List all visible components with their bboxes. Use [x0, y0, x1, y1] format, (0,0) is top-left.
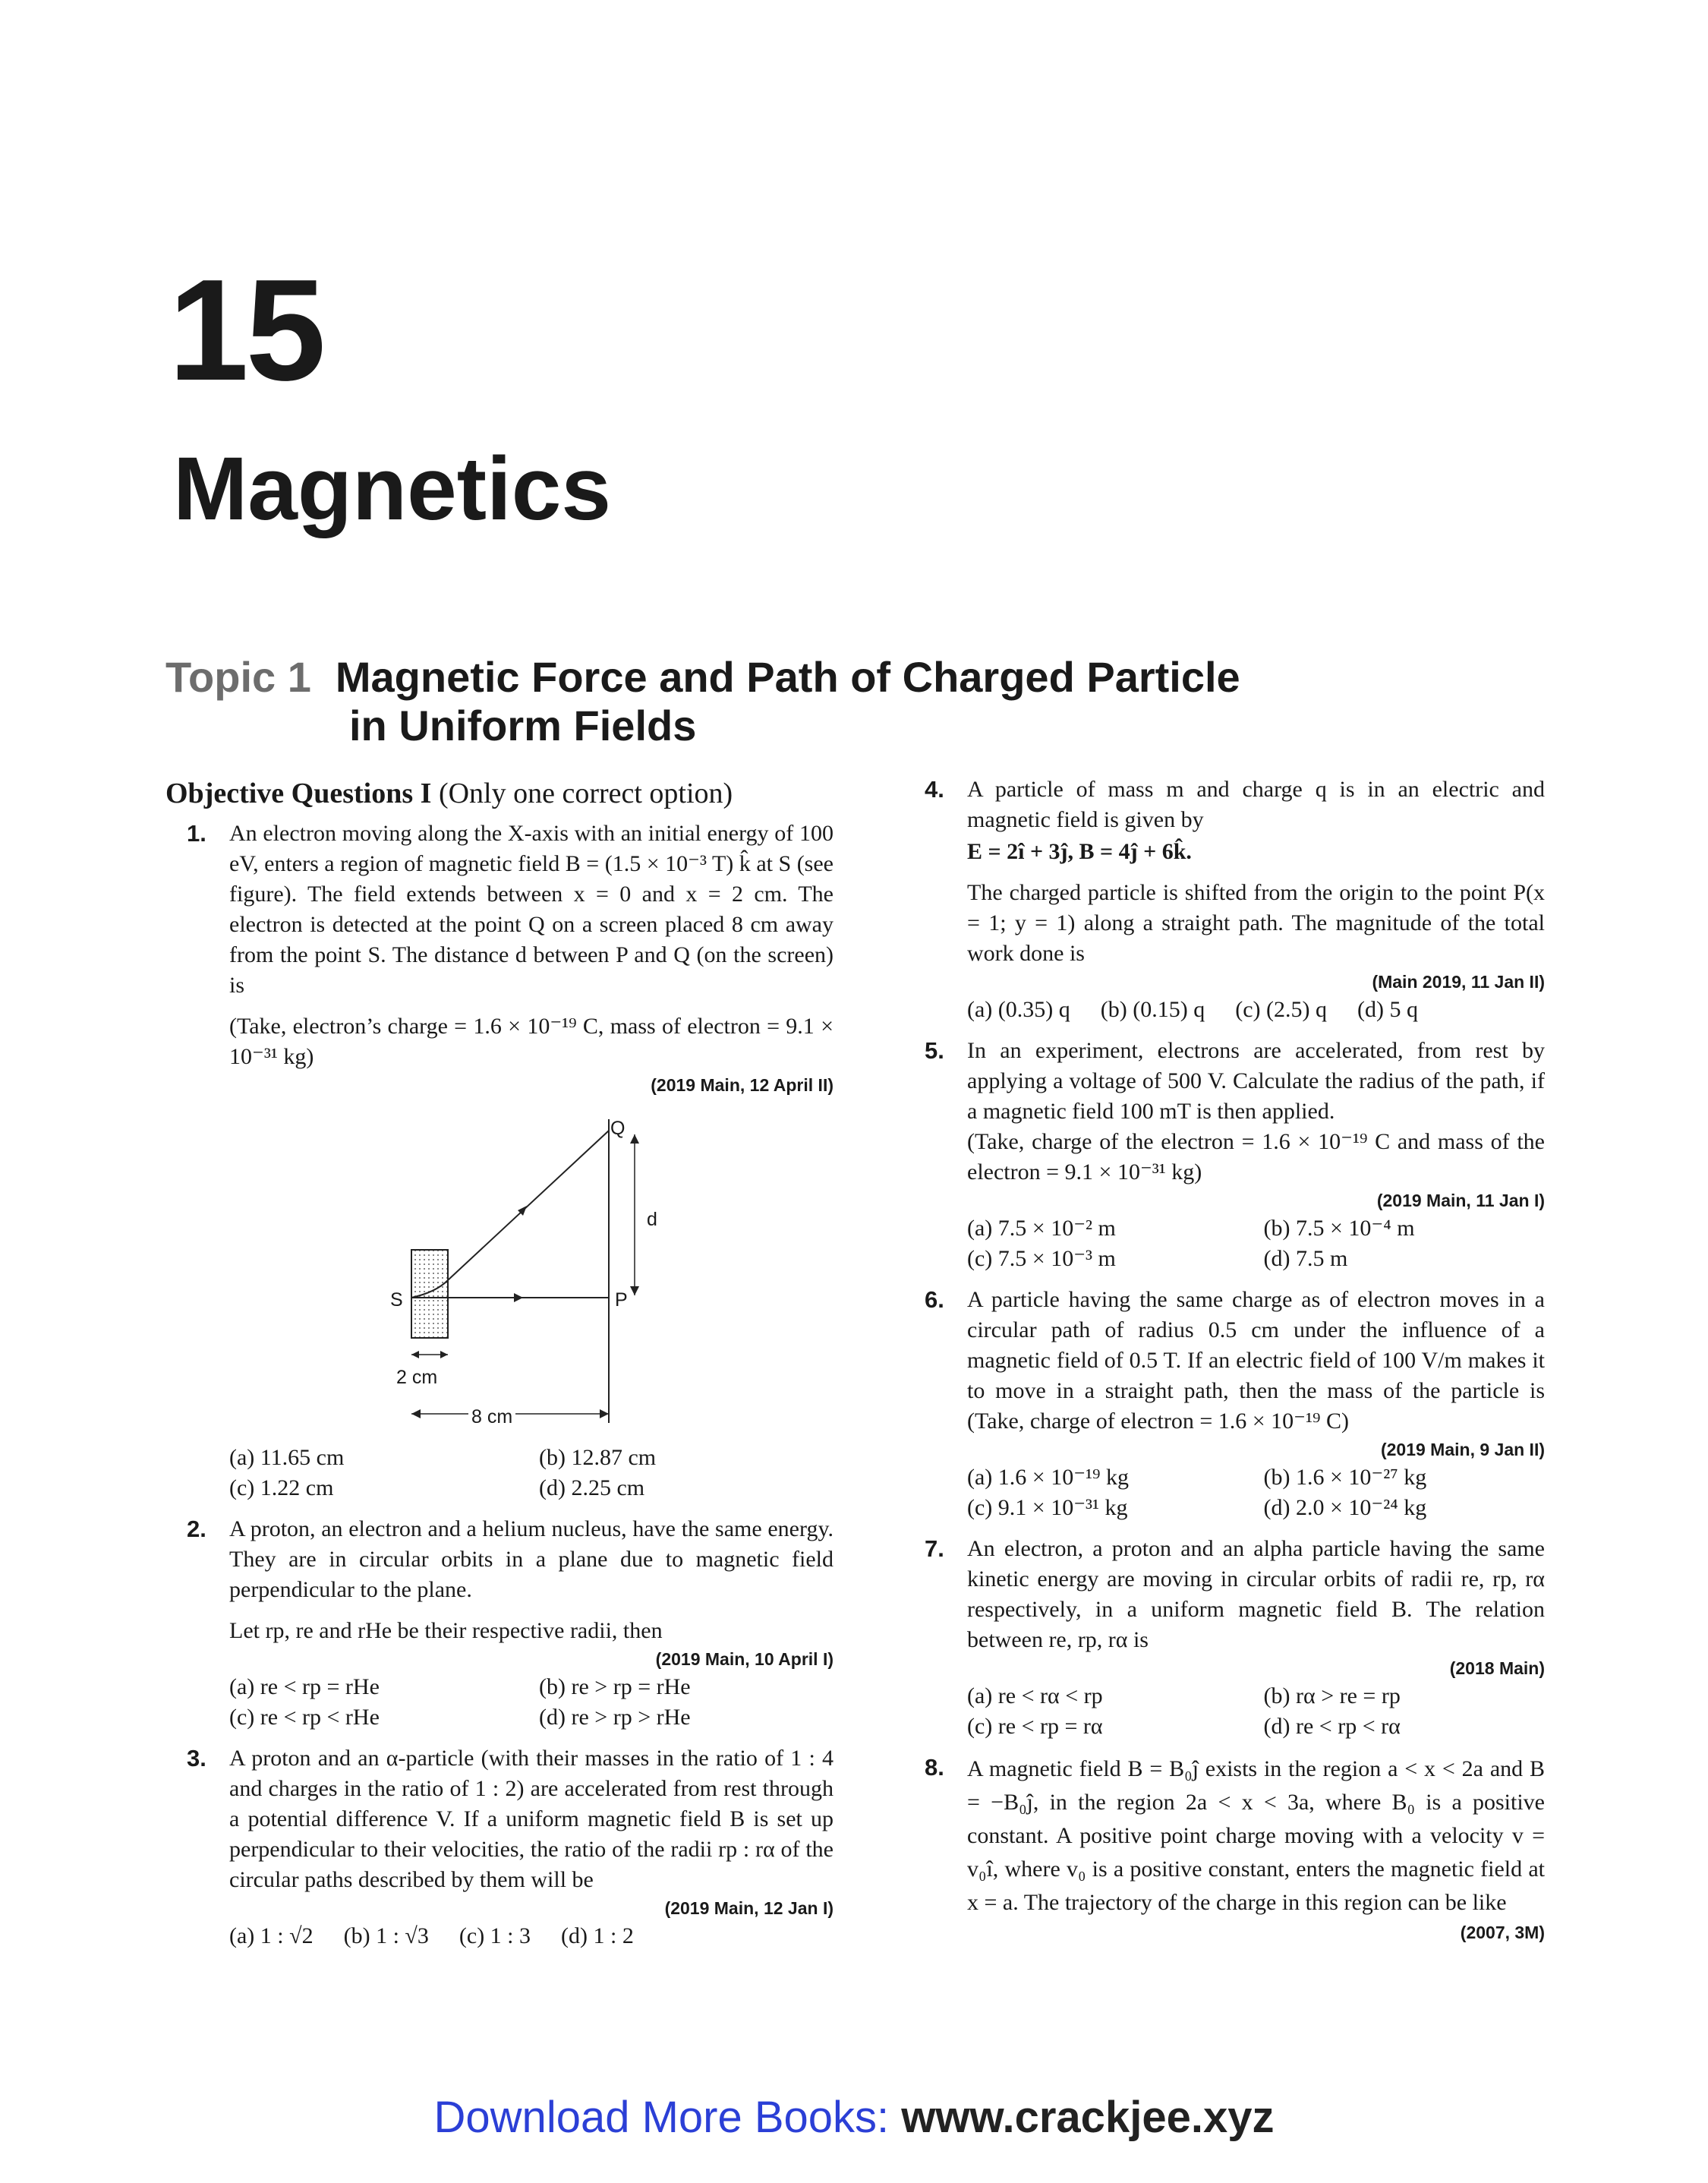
options [229, 1672, 834, 1733]
topic-title-line1: Magnetic Force and Path of Charged Particle [335, 653, 1240, 701]
option-c[interactable]: (c) re < rp = rα [967, 1714, 1103, 1739]
question-source: (Main 2019, 11 Jan II) [1372, 972, 1545, 992]
label-P: P [615, 1289, 628, 1311]
question-note: (Take, electron’s charge = 1.6 × 10⁻¹⁹ C, mass of electron = 9.1 × 10⁻³¹ kg) [229, 1014, 834, 1069]
question-text: An electron moving along the X-axis with an initial energy of 100 eV, enters a region of magnetic field B = (1.5 × 10⁻³ T) k̂ at S (see figure). The field extends between x = 0 and x = 2 cm. The electron is detected at the point Q on a screen placed 8 cm away from the point S. The distance d between P and Q (on the screen) is [229, 821, 834, 998]
question-number: 6. [925, 1286, 944, 1313]
option-d[interactable]: (d) 2.0 × 10⁻²⁴ kg [1263, 1495, 1427, 1520]
question-number: 7. [925, 1535, 944, 1562]
footer-label: Download More Books: [433, 2093, 890, 2142]
right-column [903, 774, 1545, 1956]
left-column [165, 774, 834, 1962]
question-source: (2019 Main, 9 Jan II) [1380, 1440, 1545, 1459]
question-source: (2018 Main) [1449, 1658, 1545, 1678]
option-b[interactable]: (b) rα > re = rp [1263, 1683, 1401, 1708]
option-a[interactable]: (a) re < rp = rHe [229, 1674, 380, 1699]
question-text: A proton, an electron and a helium nucleus, have the same energy. They are in circular orbits in a plane due to magnetic field perpendicular to the plane. [229, 1516, 834, 1602]
question-number: 3. [187, 1745, 206, 1771]
options [967, 1462, 1545, 1523]
options [967, 1213, 1545, 1274]
option-d[interactable]: (d) re < rp < rα [1263, 1714, 1401, 1739]
option-b[interactable]: (b) 12.87 cm [539, 1445, 657, 1470]
section-note: (Only one correct option) [438, 778, 733, 809]
question-source: (2007, 3M) [1460, 1923, 1545, 1942]
option-d[interactable]: (d) 7.5 m [1263, 1246, 1348, 1271]
question-number: 5. [925, 1037, 944, 1064]
question-text: A magnetic field B = B₀ĵ exists in the region a < x < 2a and B = −B₀ĵ, in the region 2a < x < 3a, where B₀ is a positive constant. A positive point charge moving with a velocity v = v₀î, where v₀ is a positive constant, enters the magnetic field at x = a. The trajectory of the charge in this region can be like [967, 1756, 1545, 1915]
question-number: 8. [925, 1754, 944, 1781]
question-text-2: The charged particle is shifted from the origin to the point P(x = 1; y = 1) along a straight path. The magnitude of the total work done is [967, 880, 1545, 966]
option-b[interactable]: (b) (0.15) q [1100, 997, 1205, 1022]
question-note: (Take, charge of the electron = 1.6 × 10⁻¹⁹ C and mass of the electron = 9.1 × 10⁻³¹ kg) [967, 1129, 1545, 1185]
options [967, 1681, 1545, 1742]
question-text: In an experiment, electrons are accelerated, from rest by applying a voltage of 500 V. Calculate the radius of the path, if a magnetic field 100 mT is then applied. [967, 1038, 1545, 1124]
label-d: d [647, 1209, 657, 1230]
option-b[interactable]: (b) 1.6 × 10⁻²⁷ kg [1263, 1465, 1427, 1490]
option-a[interactable]: (a) 7.5 × 10⁻² m [967, 1216, 1116, 1241]
question-number: 1. [187, 820, 206, 847]
question-7 [903, 1534, 1545, 1742]
question-1 [165, 819, 834, 1503]
question-6 [903, 1285, 1545, 1523]
option-d[interactable]: (d) 1 : 2 [561, 1923, 634, 1948]
options [229, 1443, 834, 1503]
option-c[interactable]: (c) (2.5) q [1235, 997, 1328, 1022]
topic-title-line2: in Uniform Fields [349, 702, 697, 750]
section-heading: Objective Questions I (Only one correct option) [165, 778, 733, 809]
question-8 [903, 1752, 1545, 1945]
question-3 [165, 1743, 834, 1951]
question-text: A particle of mass m and charge q is in an electric and magnetic field is given by [967, 777, 1545, 832]
option-d[interactable]: (d) re > rp > rHe [539, 1705, 691, 1730]
straight-path-arrow [514, 1293, 523, 1302]
option-c[interactable]: (c) 7.5 × 10⁻³ m [967, 1246, 1116, 1271]
chapter-number: 15 [169, 250, 323, 411]
option-c[interactable]: (c) 1 : 3 [459, 1923, 531, 1948]
label-2cm: 2 cm [396, 1367, 438, 1388]
options [967, 995, 1545, 1025]
chapter-title: Magnetics [173, 439, 612, 539]
question-2 [165, 1514, 834, 1733]
question-1-figure [229, 1112, 834, 1438]
question-5 [903, 1036, 1545, 1274]
question-note: Let rp, re and rHe be their respective radii, then [229, 1618, 663, 1643]
option-c[interactable]: (c) 1.22 cm [229, 1475, 334, 1500]
footer-link[interactable]: www.crackjee.xyz [901, 2093, 1275, 2142]
label-S: S [390, 1289, 403, 1311]
field-region [411, 1250, 448, 1338]
question-text: A proton and an α-particle (with their masses in the ratio of 1 : 4 and charges in the ratio of 1 : 2) are accelerated from rest through a potential difference V. If a uniform magnetic field B is set up perpendicular to their velocities, the ratio of the radii rp : rα of the circular paths described by them will be [229, 1746, 834, 1892]
option-a[interactable]: (a) re < rα < rp [967, 1683, 1103, 1708]
question-text: A particle having the same charge as of electron moves in a circular path of radius 0.5 cm under the influence of a magnetic field of 0.5 T. If an electric field of 100 V/m makes it to move in a straight path, then the mass of the particle is (Take, charge of electron = 1.6 × 10⁻¹⁹ C) [967, 1287, 1545, 1434]
option-b[interactable]: (b) 1 : √3 [343, 1923, 429, 1948]
option-a[interactable]: (a) (0.35) q [967, 997, 1070, 1022]
question-source: (2019 Main, 10 April I) [655, 1649, 834, 1669]
options [229, 1921, 834, 1951]
option-d[interactable]: (d) 5 q [1357, 997, 1419, 1022]
footer-banner [0, 2092, 1708, 2143]
option-a[interactable]: (a) 1.6 × 10⁻¹⁹ kg [967, 1465, 1130, 1490]
question-text: An electron, a proton and an alpha particle having the same kinetic energy are moving in circular orbits of radii re, rp, rα respectively, in a uniform magnetic field B. The relation between re, rp, rα is [967, 1536, 1545, 1652]
topic-heading [165, 653, 1240, 751]
question-source: (2019 Main, 11 Jan I) [1376, 1191, 1545, 1210]
option-b[interactable]: (b) re > rp = rHe [539, 1674, 691, 1699]
option-b[interactable]: (b) 7.5 × 10⁻⁴ m [1263, 1216, 1415, 1241]
option-a[interactable]: (a) 1 : √2 [229, 1923, 314, 1948]
option-d[interactable]: (d) 2.25 cm [539, 1475, 645, 1500]
question-number: 2. [187, 1516, 206, 1542]
option-c[interactable]: (c) re < rp < rHe [229, 1705, 380, 1730]
question-source: (2019 Main, 12 April II) [651, 1075, 834, 1095]
question-4 [903, 774, 1545, 1025]
label-8cm: 8 cm [468, 1402, 515, 1432]
topic-label: Topic 1 [165, 653, 311, 701]
label-Q: Q [610, 1118, 626, 1139]
question-number: 4. [925, 776, 944, 803]
option-c[interactable]: (c) 9.1 × 10⁻³¹ kg [967, 1495, 1128, 1520]
option-a[interactable]: (a) 11.65 cm [229, 1445, 345, 1470]
question-equation: E = 2î + 3ĵ, B = 4ĵ + 6k̂. [967, 839, 1192, 864]
question-source: (2019 Main, 12 Jan I) [664, 1898, 834, 1918]
